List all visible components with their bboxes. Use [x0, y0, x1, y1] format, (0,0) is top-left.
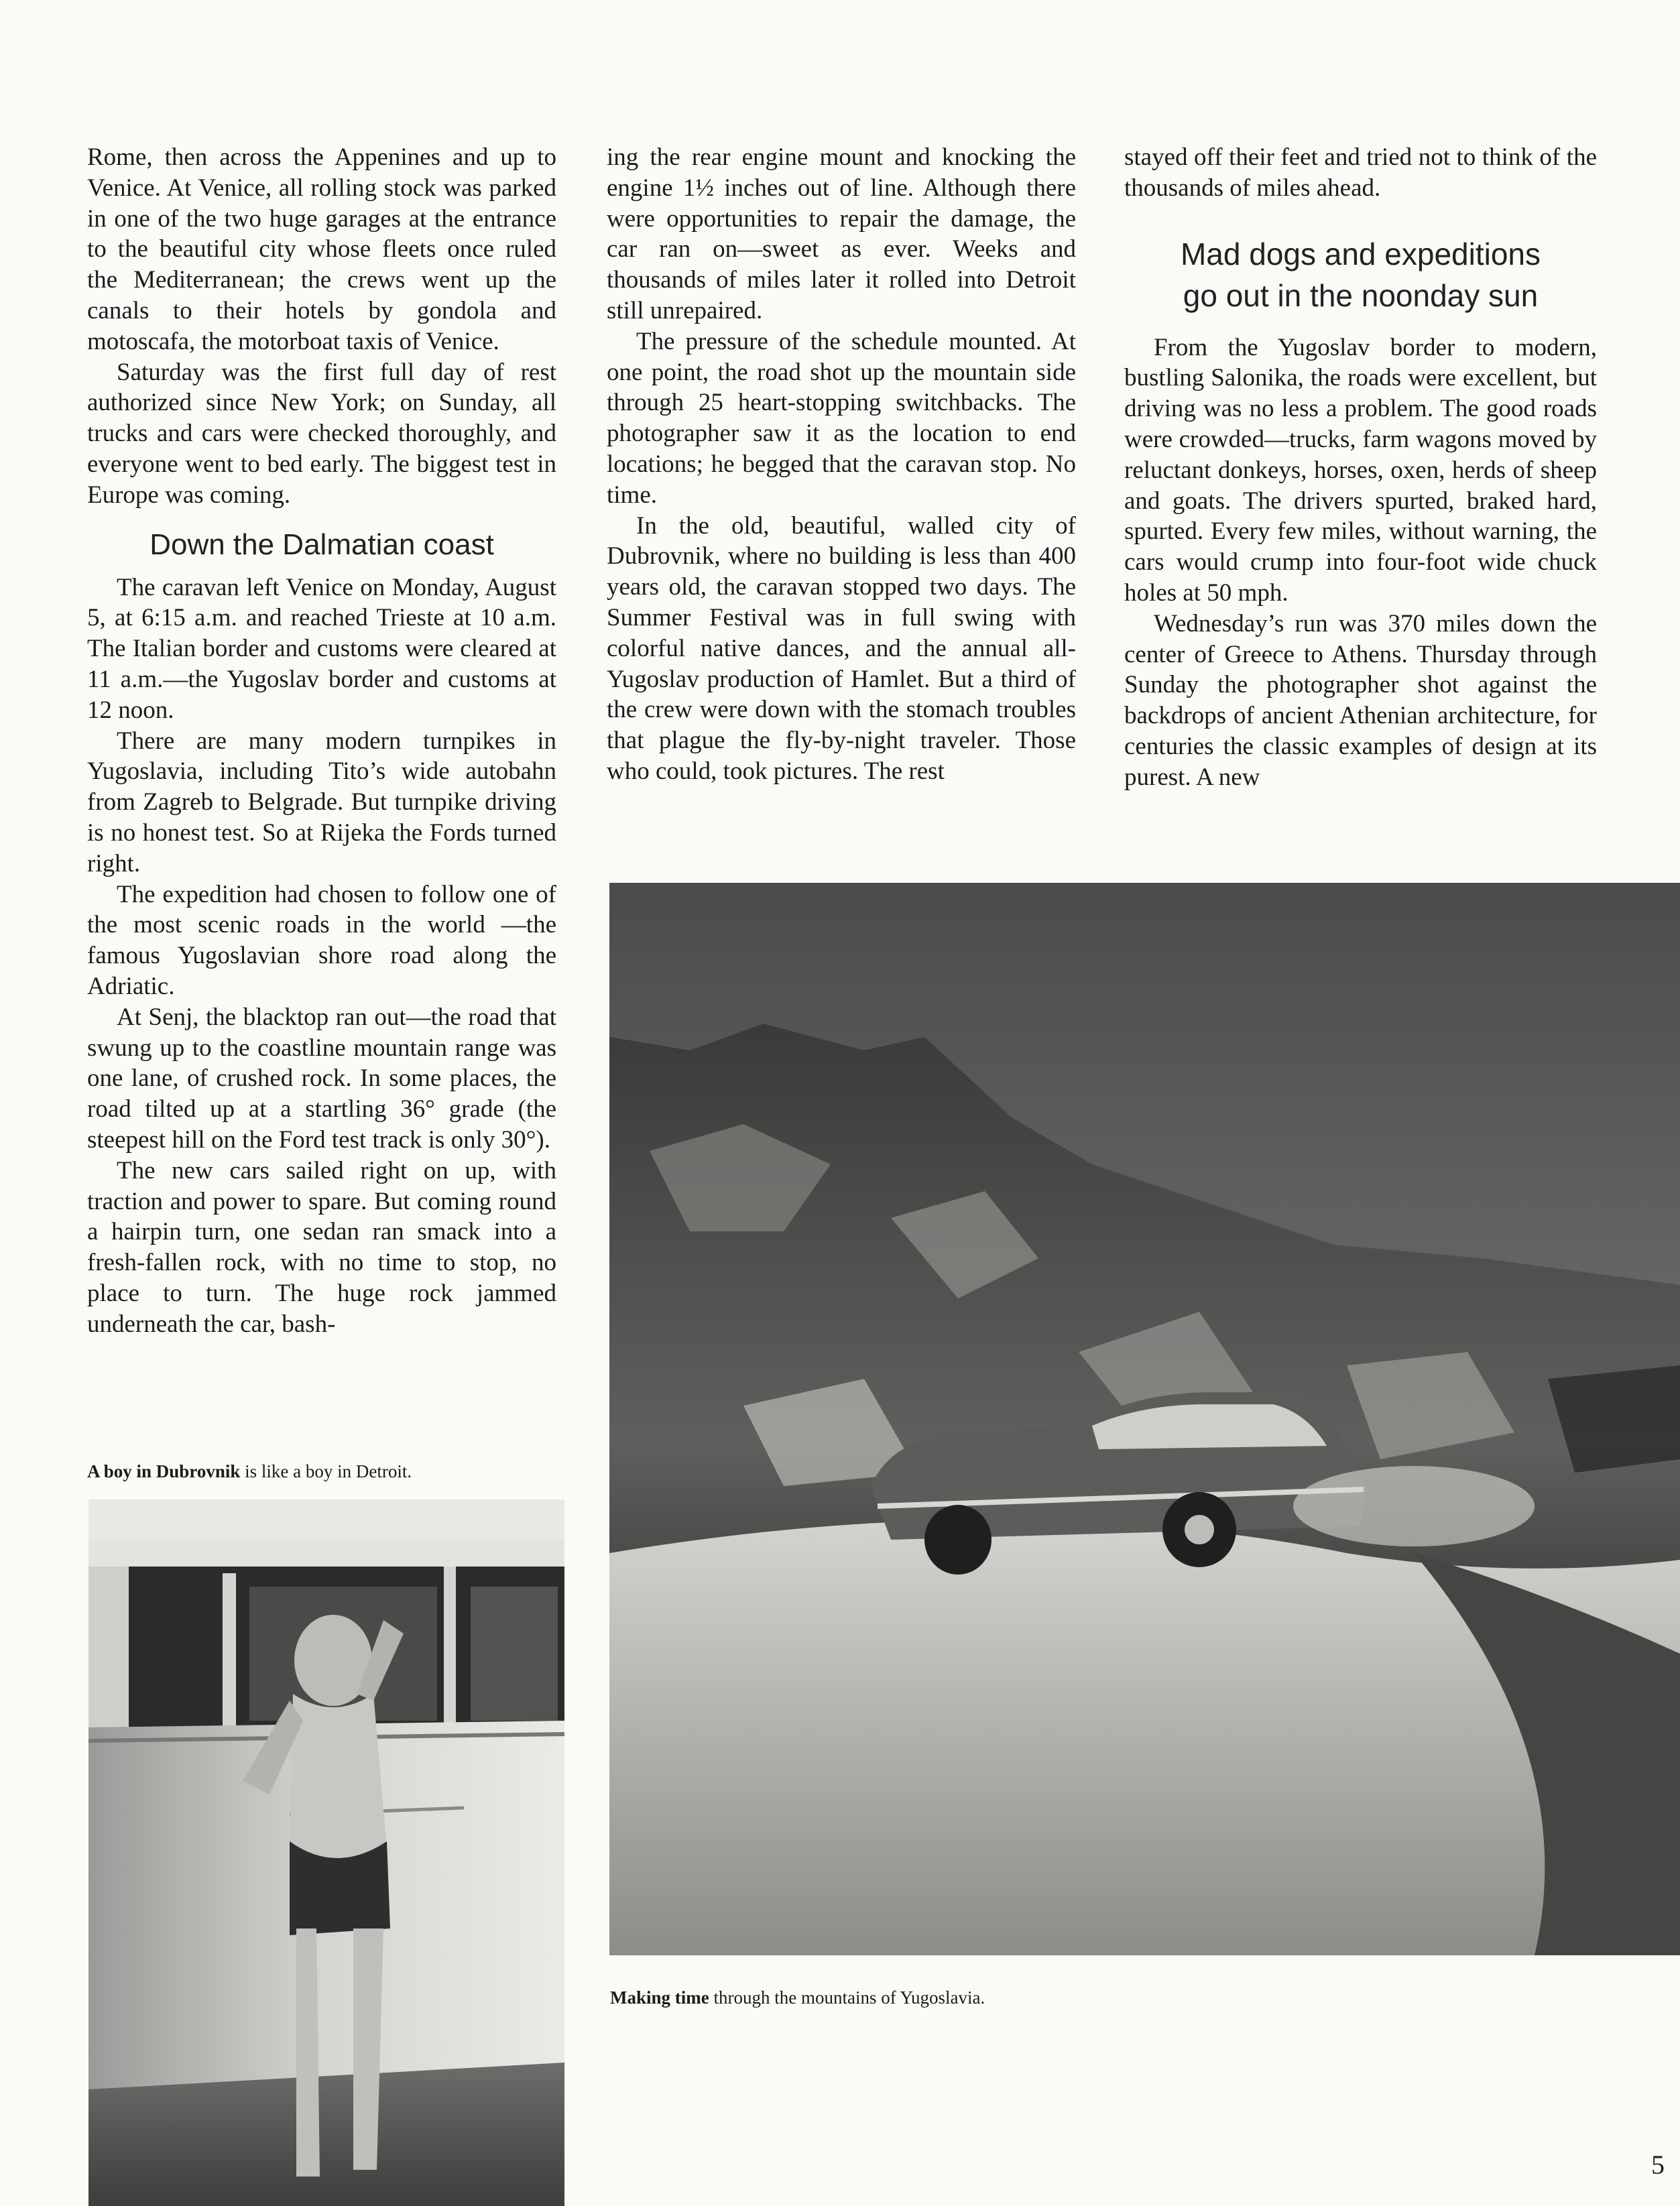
boy-by-car-photo — [88, 1499, 564, 2206]
car-on-mountain-road-photo — [609, 883, 1680, 1955]
paragraph: stayed off their feet and tried not to think of the thousands of miles ahead. — [1124, 143, 1597, 202]
photo-caption-mountain — [610, 1986, 1415, 2009]
paragraph: There are many modern turnpikes in Yugoslavia, including Tito’s wide autobahn from Zagreb to Belgrade. But turnpike driving is no honest test. So at Rijeka the Fords turned right. — [87, 727, 556, 877]
paragraph: Rome, then across the Appenines and up to Venice. At Venice, all rolling stock was parked in one of the two huge garages at the entrance to the beautiful city whose fleets once ruled the Mediterranean; the crews went up the canals to their hotels by gondola and motoscafa, the motorboat taxis of Venice. — [87, 143, 556, 355]
heading-line: Mad dogs and expeditions — [1180, 236, 1541, 271]
mountain-photo-illustration — [609, 883, 1680, 1955]
paragraph: At Senj, the blacktop ran out—the road that swung up to the coastline mountain range was one lane, of crushed rock. In some places, the road tilted up at a startling 36° grade (the steepest hill on the Ford test track is only 30°). — [87, 1003, 556, 1154]
heading-line: go out in the noonday sun — [1183, 278, 1539, 313]
paragraph: Wednesday’s run was 370 miles down the center of Greece to Athens. Thursday through Sunday the photographer shot against the backdrops of ancient Athenian architecture, for centuries the classic examples of design at its purest. A new — [1124, 609, 1597, 791]
paragraph: The pressure of the schedule mounted. At one point, the road shot up the mountain side through 25 heart-stopping switchbacks. The photographer saw it as the location to end locations; he begged that the caravan stop. No time. — [607, 327, 1076, 509]
text-column-1 — [87, 142, 556, 1339]
paragraph: In the old, beautiful, walled city of Dubrovnik, where no building is less than 400 years old, the caravan stopped two days. The Summer Festival was in full swing with colorful native dances, and the annual all-Yugoslav production of Hamlet. But a third of the crew were down with the stomach troubles that plague the fly-by-night traveler. Those who could, took pictures. The rest — [607, 511, 1076, 785]
paragraph: ing the rear engine mount and knocking the engine 1½ inches out of line. Although there were opportunities to repair the damage, the car ran on—sweet as ever. Weeks and thousands of miles later it rolled into Detroit still unrepaired. — [607, 143, 1076, 324]
section-heading-dalmatian: Down the Dalmatian coast — [149, 528, 494, 561]
paragraph: The new cars sailed right on up, with traction and power to spare. But coming round a hairpin turn, one sedan ran smack into a fresh-fallen rock, with no time to stop, no place to turn. The huge rock jammed underneath the car, bash- — [87, 1156, 556, 1338]
paragraph: The expedition had chosen to follow one of the most scenic roads in the world —the famous Yugoslavian shore road along the Adriatic. — [87, 880, 556, 1000]
caption-text: through the mountains of Yugoslavia. — [709, 1987, 985, 2008]
paragraph: Saturday was the first full day of rest authorized since New York; on Sunday, all trucks and cars were checked thoroughly, and everyone went to bed early. The biggest test in Europe was coming. — [87, 358, 556, 509]
section-heading-mad-dogs — [1124, 233, 1597, 316]
caption-text: is like a boy in Detroit. — [240, 1461, 412, 1481]
text-column-3 — [1124, 142, 1597, 793]
caption-bold: Making time — [610, 1987, 709, 2008]
caption-bold: A boy in Dubrovnik — [87, 1461, 241, 1481]
page-number: 5 — [1651, 2150, 1665, 2180]
text-column-2 — [607, 142, 1076, 787]
paragraph: The caravan left Venice on Monday, August 5, at 6:15 a.m. and reached Trieste at 10 a.m. The Italian border and customs were cleared at 11 a.m.—the Yugoslav border and customs at 12 noon. — [87, 573, 556, 724]
boy-photo-illustration — [88, 1499, 564, 2206]
photo-caption-boy — [87, 1460, 563, 1483]
paragraph: From the Yugoslav border to modern, bustling Salonika, the roads were excellent, but driving was no less a problem. The good roads were crowded—trucks, farm wagons moved by reluctant donkeys, horses, oxen, herds of sheep and goats. The drivers spurted, braked hard, spurted. Every few miles, without warning, the cars would crump into four-foot wide chuck holes at 50 mph. — [1124, 333, 1597, 607]
